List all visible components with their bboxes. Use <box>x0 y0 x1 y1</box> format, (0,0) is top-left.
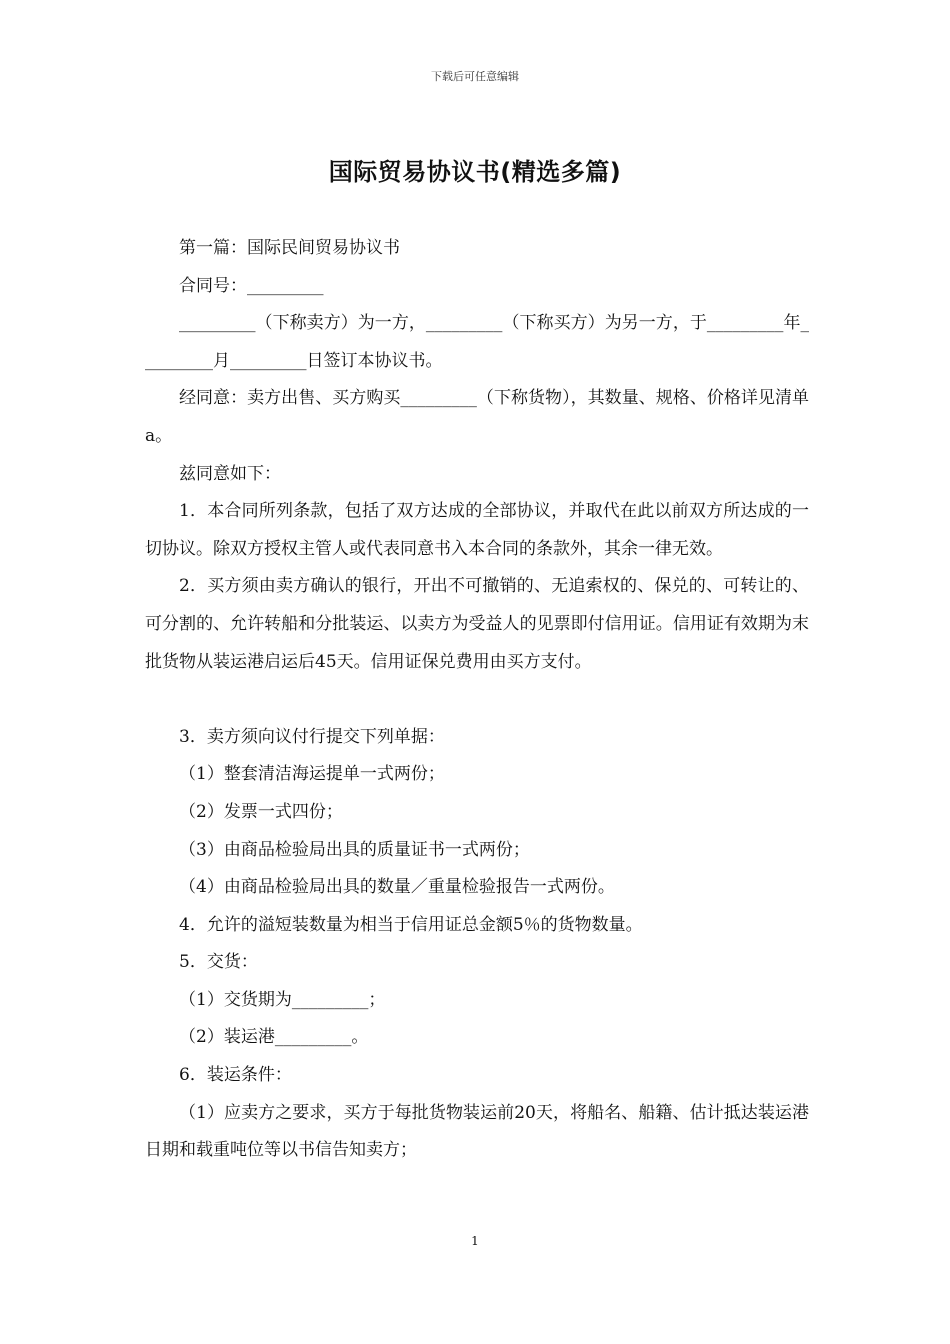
clause-3-item-3: （3）由商品检验局出具的质量证书一式两份； <box>179 839 530 860</box>
clause-3-item-4: （4）由商品检验局出具的数量／重量检验报告一式两份。 <box>179 877 615 898</box>
page-number: 1 <box>471 1234 479 1248</box>
document-body <box>145 230 809 1170</box>
header-note: 下载后可任意编辑 <box>431 70 519 83</box>
agreement-paragraph: 经同意：卖方出售、买方购买_________（下称货物），其数量、规格、价格详见清单a。 <box>145 388 809 446</box>
agreed-heading: 兹同意如下： <box>179 463 281 484</box>
document-title: 国际贸易协议书(精选多篇) <box>328 158 622 186</box>
clause-5-item-1: （1）交货期为_________； <box>179 989 386 1010</box>
clause-5: 5．交货： <box>179 952 258 973</box>
clause-6: 6．装运条件： <box>179 1065 292 1086</box>
clause-1: 1．本合同所列条款，包括了双方达成的全部协议，并取代在此以前双方所达成的一切协议。除双方授权主管人或代表同意书入本合同的条款外，其余一律无效。 <box>145 501 809 559</box>
clause-2: 2．买方须由卖方确认的银行，开出不可撤销的、无追索权的、保兑的、可转让的、可分割的、允许转船和分批装运、以卖方为受益人的见票即付信用证。信用证有效期为末批货物从装运港启运后45天。信用证保兑费用由买方支付。 <box>145 576 809 672</box>
clause-5-item-2: （2）装运港_________。 <box>179 1027 369 1048</box>
parties-paragraph: _________（下称卖方）为一方，_________（下称买方）为另一方，于_________年_________月_________日签订本协议书。 <box>145 313 809 371</box>
clause-3: 3．卖方须向议付行提交下列单据： <box>179 726 445 747</box>
section-heading: 第一篇：国际民间贸易协议书 <box>179 238 400 258</box>
clause-3-item-1: （1）整套清洁海运提单一式两份； <box>179 764 445 785</box>
contract-number: 合同号：_________ <box>179 275 324 296</box>
clause-3-item-2: （2）发票一式四份； <box>179 801 343 822</box>
clause-6-item-1: （1）应卖方之要求，买方于每批货物装运前20天，将船名、船籍、估计抵达装运港日期和载重吨位等以书信告知卖方； <box>145 1102 809 1161</box>
clause-4: 4．允许的溢短装数量为相当于信用证总金额5％的货物数量。 <box>179 914 643 935</box>
